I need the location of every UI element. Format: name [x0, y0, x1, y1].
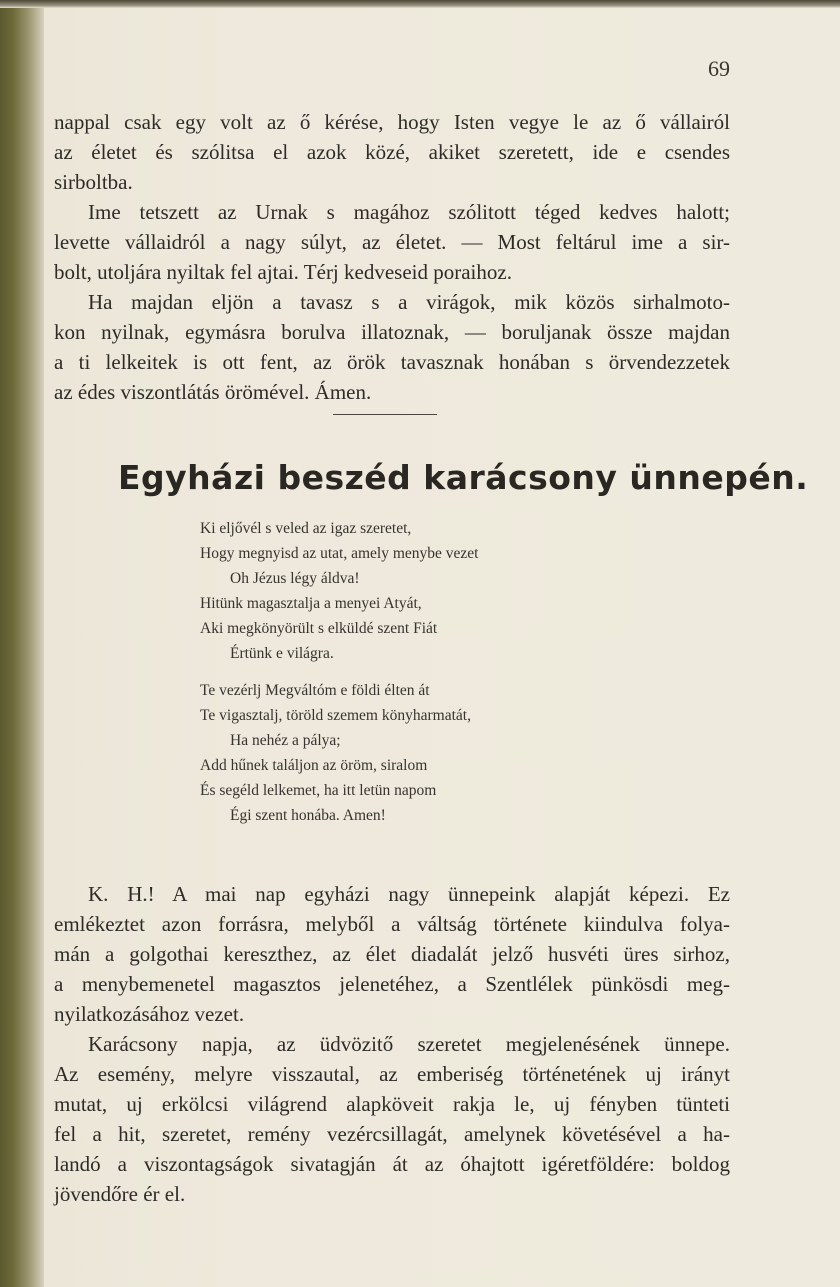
text-line: Karácsony napja, az üdvözitő szeretet megjelenésének ünnepe.: [88, 1032, 730, 1056]
text-line: mutat, uj erkölcsi világrend alapköveit rakja le, uj fényben tünteti: [54, 1092, 730, 1116]
poem-line: Értünk e világra.: [230, 645, 334, 662]
poem-line: Add hűnek találjon az öröm, siralom: [200, 757, 428, 774]
poem-line: Te vigasztalj, töröld szemem könyharmatát,: [200, 707, 471, 724]
text-line: az édes viszontlátás örömével. Ámen.: [54, 380, 372, 404]
text-line: nyilatkozásához vezet.: [54, 1002, 245, 1026]
poem-line: Égi szent honába. Amen!: [230, 807, 386, 824]
section-divider: [333, 414, 437, 415]
text-line: K. H.! A mai nap egyházi nagy ünnepeink alapját képezi. Ez: [88, 882, 730, 906]
text-line: a menybemenetel magasztos jelenetéhez, a Szentlélek pünkösdi meg-: [54, 972, 730, 996]
text-line: az életet és szólitsa el azok közé, akiket szeretett, ide e csendes: [54, 140, 730, 164]
text-line: kon nyilnak, egymásra borulva illatoznak, — boruljanak össze majdan: [54, 320, 730, 344]
section-heading: Egyházi beszéd karácsony ünnepén.: [118, 458, 809, 497]
poem-line: Hitünk magasztalja a menyei Atyát,: [200, 595, 422, 612]
text-line: Az esemény, melyre visszautal, az emberiség történetének uj irányt: [54, 1062, 730, 1086]
poem-line: Ki eljővél s veled az igaz szeretet,: [200, 520, 412, 537]
poem-line: És segéld lelkemet, ha itt letün napom: [200, 782, 437, 799]
text-line: a ti lelkeitek is ott fent, az örök tavasznak honában s örvendezzetek: [54, 350, 730, 374]
text-line: levette vállaidról a nagy súlyt, az életet. — Most feltárul ime a sir-: [54, 230, 730, 254]
poem-line: Hogy megnyisd az utat, amely menybe vezet: [200, 545, 479, 562]
poem-line: Te vezérlj Megváltóm e földi élten át: [200, 682, 430, 699]
text-line: sirboltba.: [54, 170, 133, 194]
text-line: nappal csak egy volt az ő kérése, hogy Isten vegye le az ő vállairól: [54, 110, 730, 134]
poem-line: Ha nehéz a pálya;: [230, 732, 341, 749]
text-line: Ime tetszett az Urnak s magához szólitott téged kedves halott;: [88, 200, 730, 224]
text-line: mán a golgothai kereszthez, az élet diadalát jelző husvéti üres sirhoz,: [54, 942, 730, 966]
text-line: landó a viszontagságok sivatagján át az óhajtott igéretföldére: boldog: [54, 1152, 730, 1176]
text-line: fel a hit, szeretet, remény vezércsillagát, amelynek követésével a ha-: [54, 1122, 730, 1146]
text-line: bolt, utoljára nyiltak fel ajtai. Térj kedveseid poraihoz.: [54, 260, 512, 284]
text-line: jövendőre ér el.: [54, 1182, 186, 1206]
text-line: emlékeztet azon forrásra, melyből a váltság története kiindulva folya-: [54, 912, 730, 936]
poem-line: Aki megkönyörült s elküldé szent Fiát: [200, 620, 438, 637]
poem-line: Oh Jézus légy áldva!: [230, 570, 360, 587]
page-number: 69: [708, 56, 730, 81]
text-line: Ha majdan eljön a tavasz s a virágok, mik közös sirhalmoto-: [88, 290, 730, 314]
book-spine: [0, 0, 44, 1287]
page-top-edge: [0, 0, 840, 8]
